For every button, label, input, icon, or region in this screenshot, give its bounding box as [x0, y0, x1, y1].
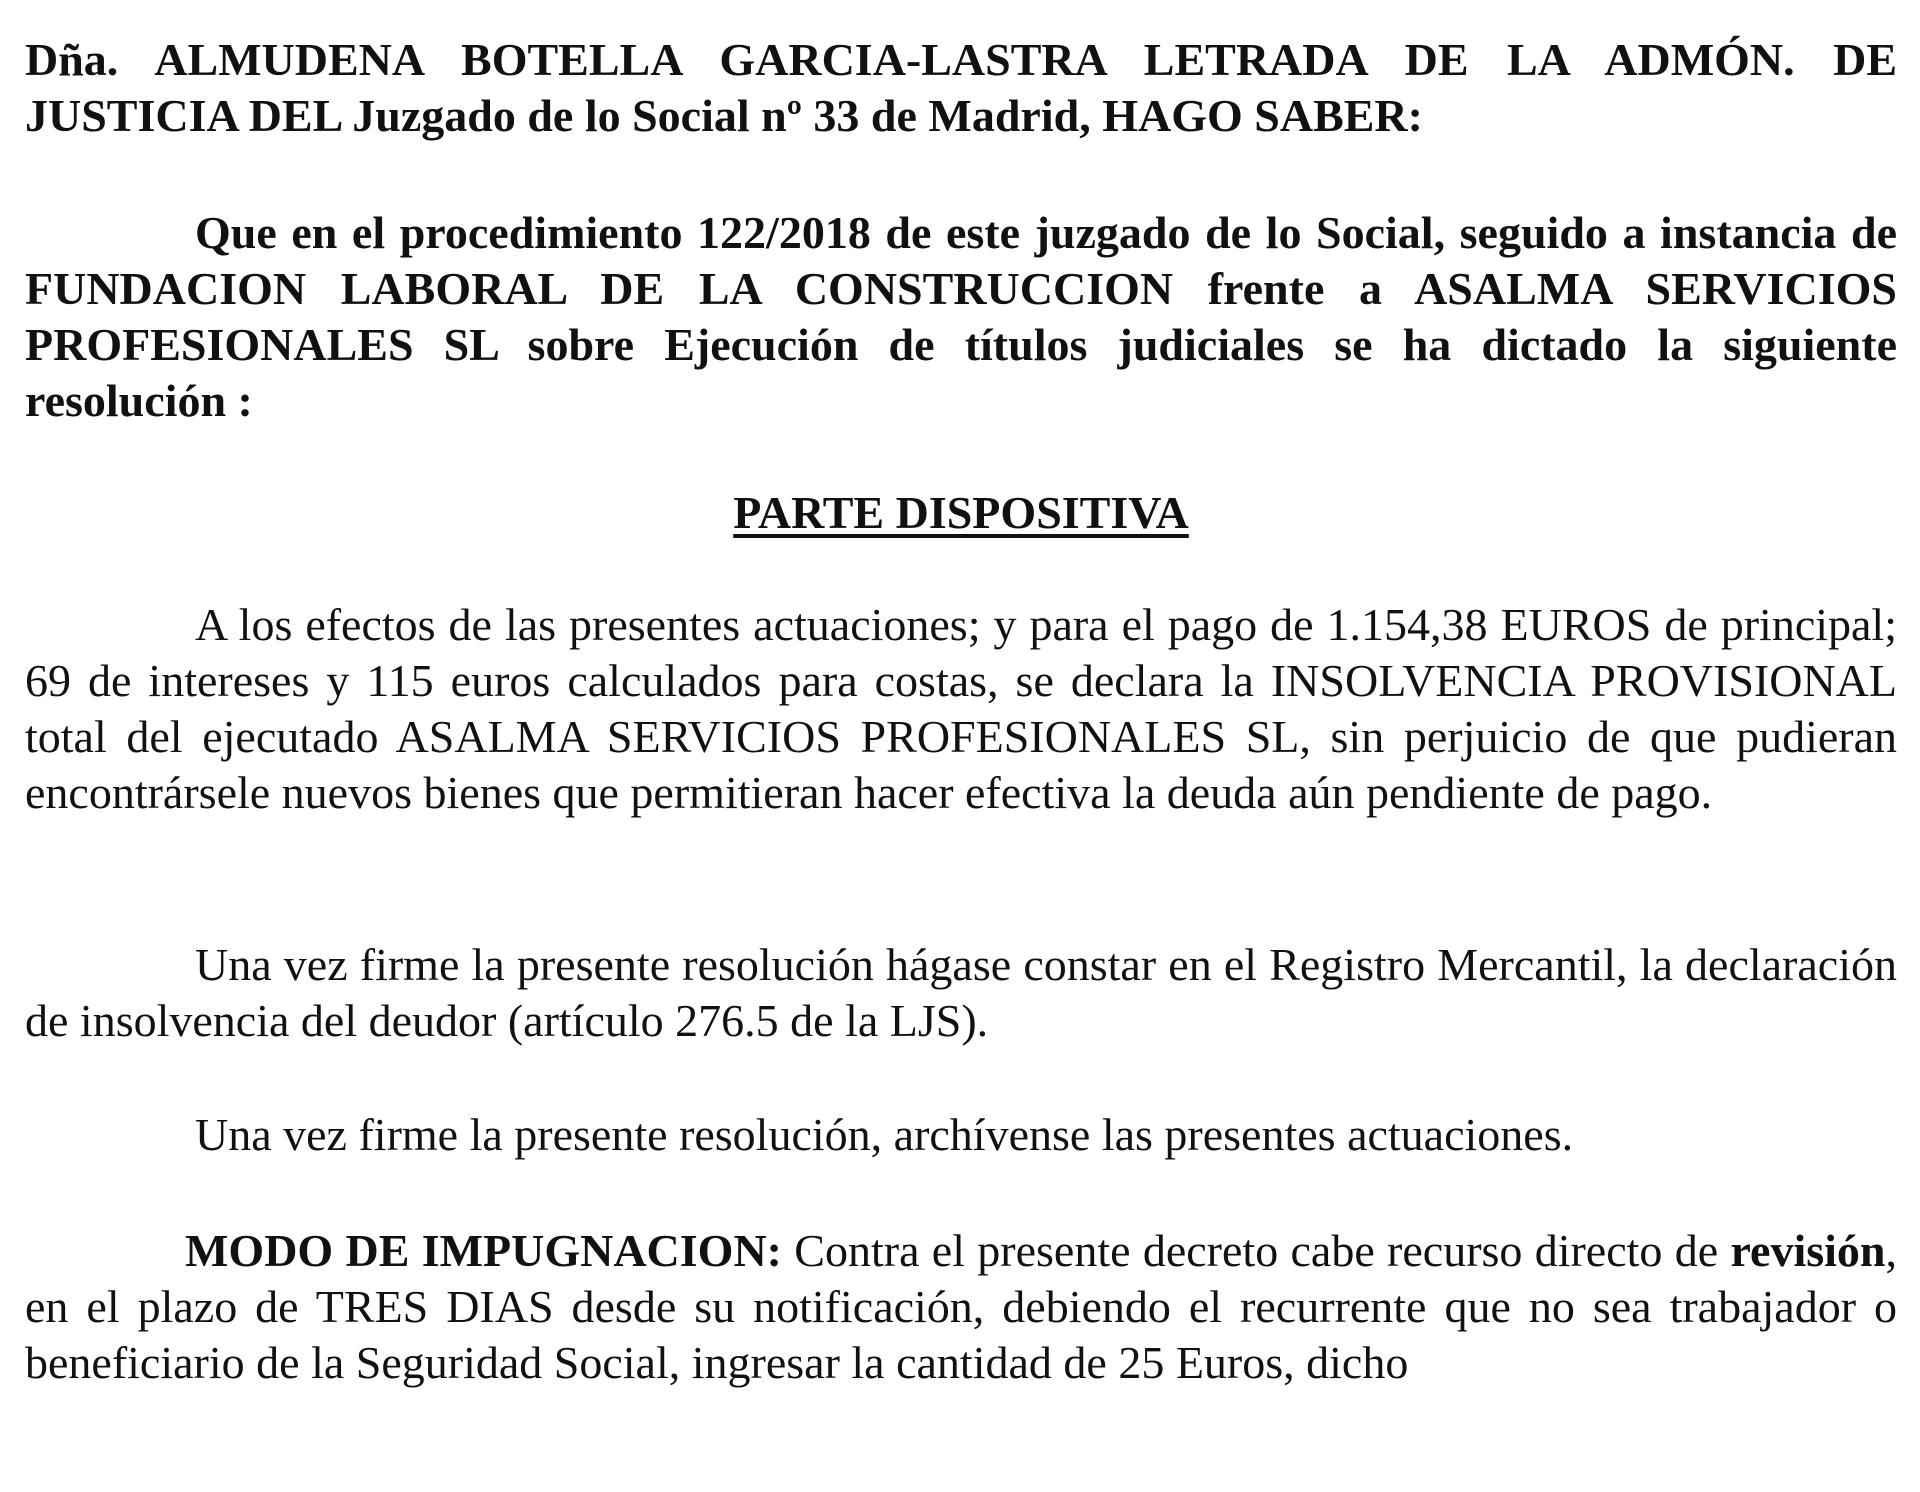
- impugnation-label: MODO DE IMPUGNACION:: [185, 1225, 782, 1276]
- impugnation-text-b: , en el plazo de TRES DIAS desde su notificación, debiendo el recurrente que no sea trabajador o beneficiario de la Seguridad Social, ingresar la cantidad de 25 Euros, dicho: [25, 1225, 1897, 1388]
- section-title: PARTE DISPOSITIVA: [733, 487, 1189, 538]
- insolvency-paragraph: A los efectos de las presentes actuaciones; y para el pago de 1.154,38 EUROS de principal; 69 de intereses y 115 euros calculados para costas, se declara la INSOLVENCIA PROVISIONAL total del ejecutado ASALMA SERVICIOS PROFESIONALES SL, sin perjuicio de que pudieran encontrársele nuevos bienes que permitieran hacer efectiva la deuda aún pendiente de pago.: [25, 599, 1897, 818]
- document-page: [25, 32, 1897, 1391]
- registry-paragraph: Una vez firme la presente resolución hágase constar en el Registro Mercantil, la declaración de insolvencia del deudor (artículo 276.5 de la LJS).: [25, 939, 1897, 1046]
- impugnation-text-a: Contra el presente decreto cabe recurso directo de: [782, 1225, 1731, 1276]
- impugnation-bold-word: revisión: [1730, 1225, 1886, 1276]
- intro-paragraph: Que en el procedimiento 122/2018 de este juzgado de lo Social, seguido a instancia de FUNDACION LABORAL DE LA CONSTRUCCION frente a ASALMA SERVICIOS PROFESIONALES SL sobre Ejecución de títulos judiciales se ha dictado la siguiente resolución :: [25, 207, 1897, 426]
- archive-paragraph: Una vez firme la presente resolución, archívense las presentes actuaciones.: [195, 1109, 1574, 1160]
- impugnation-paragraph: [25, 1223, 1897, 1391]
- header-paragraph: Dña. ALMUDENA BOTELLA GARCIA-LASTRA LETRADA DE LA ADMÓN. DE JUSTICIA DEL Juzgado de lo Social nº 33 de Madrid, HAGO SABER:: [25, 34, 1897, 141]
